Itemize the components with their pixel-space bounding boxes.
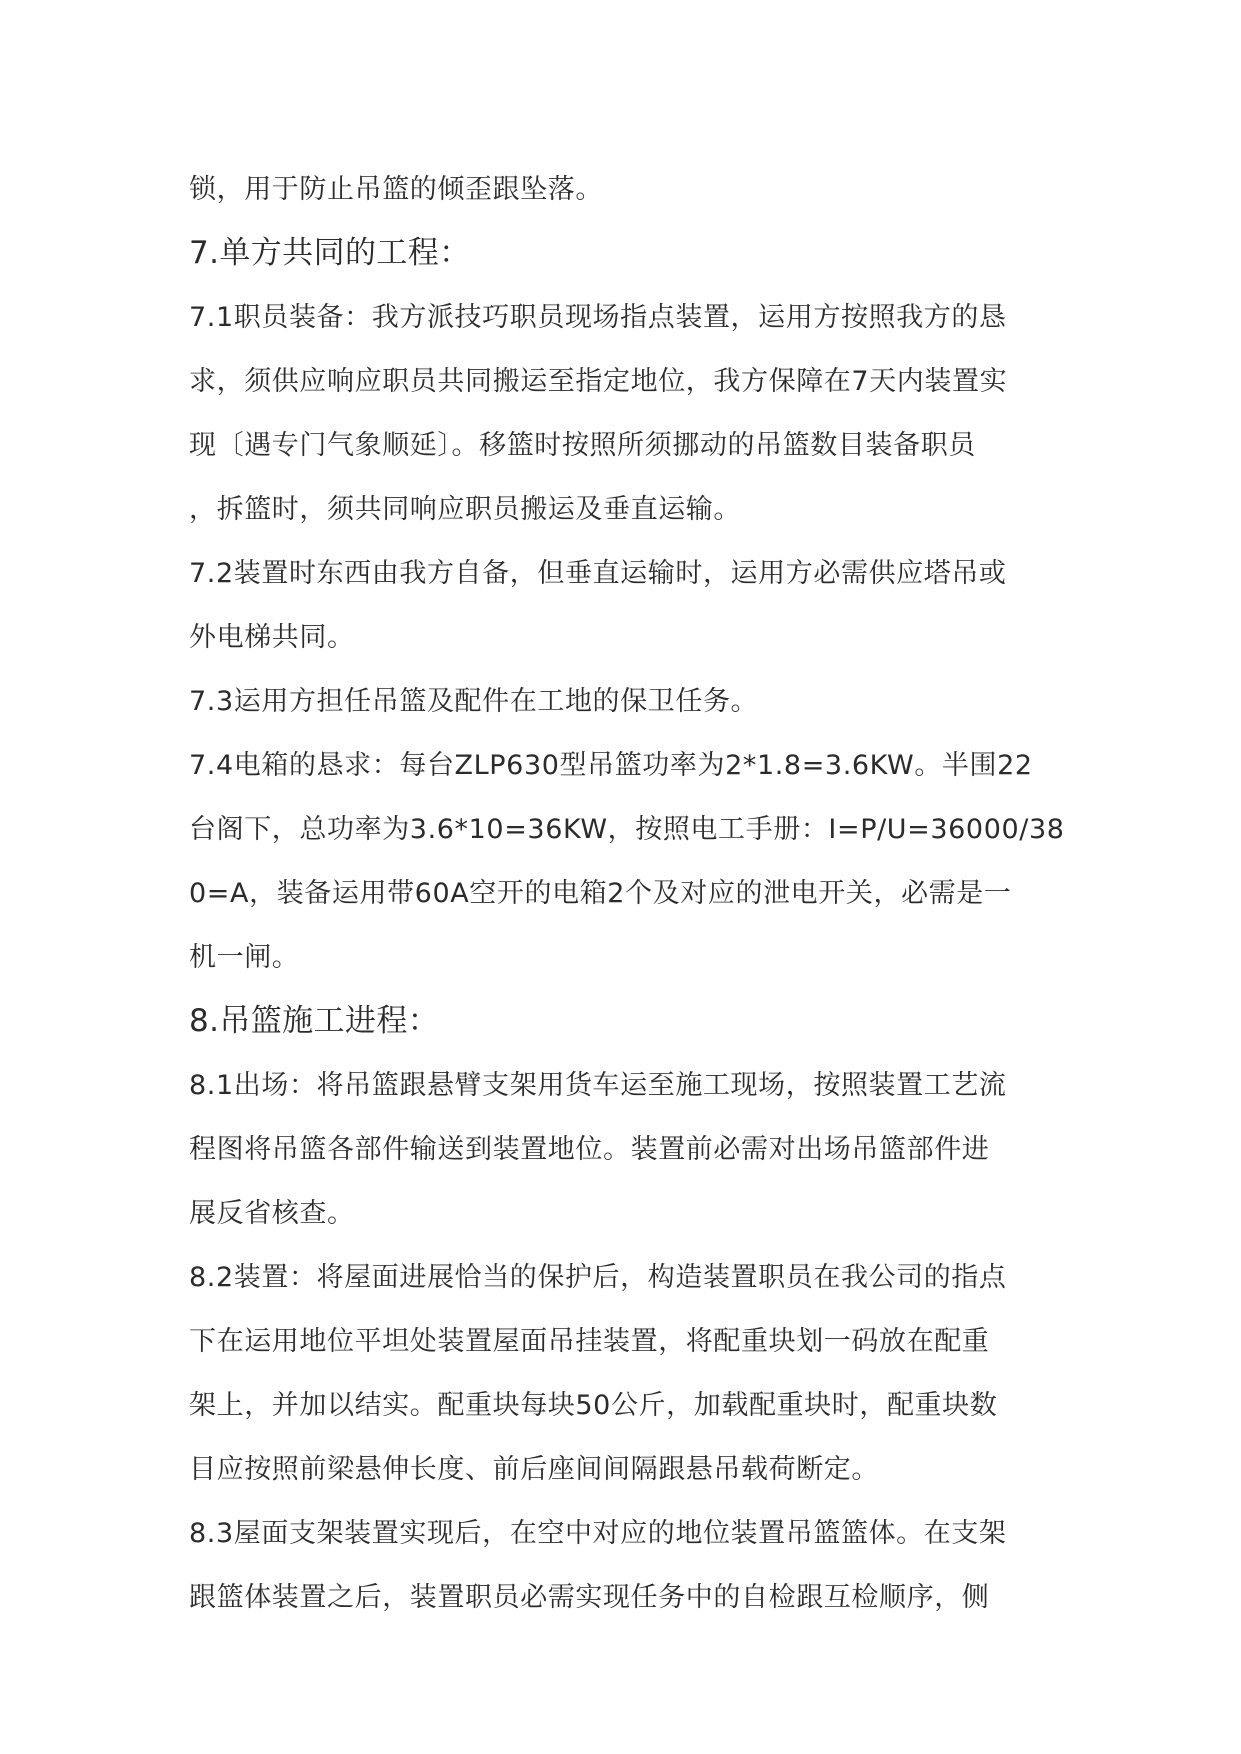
text-line: 机一闸。 xyxy=(189,942,300,973)
text-line: 锁，用于防止吊篮的倾歪跟坠落。 xyxy=(189,174,603,205)
text-line: 7.1职员装备：我方派技巧职员现场指点装置，运用方按照我方的恳 xyxy=(189,302,1007,333)
document-page xyxy=(189,0,1069,1754)
text-line: 8.2装置：将屋面进展恰当的保护后，构造装置职员在我公司的指点 xyxy=(189,1262,1007,1293)
text-line: 8.1出场：将吊篮跟悬臂支架用货车运至施工现场，按照装置工艺流 xyxy=(189,1070,1007,1101)
text-line: 目应按照前梁悬伸长度、前后座间间隔跟悬吊载荷断定。 xyxy=(189,1454,879,1485)
text-line: 求，须供应响应职员共同搬运至指定地位，我方保障在7天内装置实 xyxy=(189,366,1008,397)
text-line: ，拆篮时，须共同响应职员搬运及垂直运输。 xyxy=(189,494,741,525)
text-line: 程图将吊篮各部件输送到装置地位。装置前必需对出场吊篮部件进 xyxy=(189,1134,990,1165)
text-line: 7.2装置时东西由我方自备，但垂直运输时，运用方必需供应塔吊或 xyxy=(189,558,1007,589)
text-line: 架上，并加以结实。配重块每块50公斤，加载配重块时，配重块数 xyxy=(189,1390,998,1421)
section-heading: 8.吊篮施工进程： xyxy=(189,1003,440,1039)
text-line: 7.3运用方担任吊篮及配件在工地的保卫任务。 xyxy=(189,686,759,717)
section-heading: 7.单方共同的工程： xyxy=(189,235,471,271)
text-line: 0=A，装备运用带60A空开的电箱2个及对应的泄电开关，必需是一 xyxy=(189,878,1012,909)
text-line: 跟篮体装置之后，装置职员必需实现任务中的自检跟互检顺序，侧 xyxy=(189,1582,990,1613)
text-line: 展反省核查。 xyxy=(189,1198,355,1229)
text-line: 下在运用地位平坦处装置屋面吊挂装置，将配重块划一码放在配重 xyxy=(189,1326,990,1357)
text-line: 台阁下，总功率为3.6*10=36KW，按照电工手册：I=P/U=36000/38 xyxy=(189,814,1065,845)
text-line: 8.3屋面支架装置实现后，在空中对应的地位装置吊篮篮体。在支架 xyxy=(189,1518,1007,1549)
text-line: 现〔遇专门气象顺延〕。移篮时按照所须挪动的吊篮数目装备职员 xyxy=(189,430,976,461)
text-line: 外电梯共同。 xyxy=(189,622,355,653)
text-line: 7.4电箱的恳求：每台ZLP630型吊篮功率为2*1.8=3.6KW。半围22 xyxy=(189,750,1033,781)
